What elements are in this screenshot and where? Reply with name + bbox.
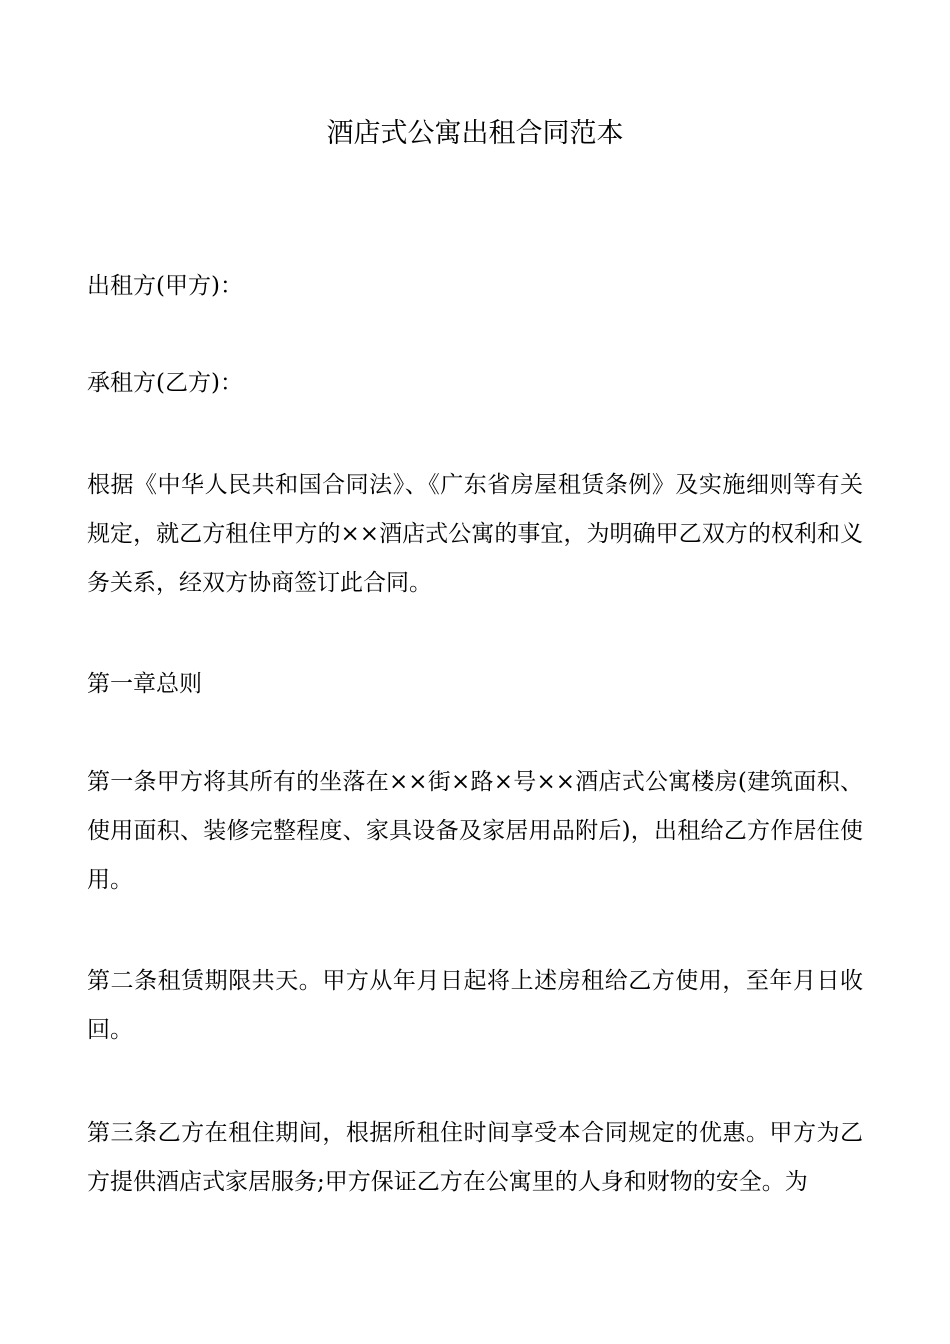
document-title: 酒店式公寓出租合同范本 (326, 118, 624, 149)
chapter-heading: 第一章总则 (87, 671, 202, 697)
article-1-paragraph: 第一条甲方将其所有的坐落在××街×路×号××酒店式公寓楼房(建筑面积、使用面积、装修完整程度、家具设备及家居用品附后)，出租给乙方作居住使用。 (87, 769, 863, 893)
article-2-paragraph: 第二条租赁期限共天。甲方从年月日起将上述房租给乙方使用，至年月日收回。 (87, 968, 863, 1043)
article-3-paragraph: 第三条乙方在租住期间，根据所租住时间享受本合同规定的优惠。甲方为乙方提供酒店式家居服务;甲方保证乙方在公寓里的人身和财物的安全。为 (87, 1120, 863, 1195)
lessor-line: 出租方(甲方)： (87, 273, 243, 299)
preamble-paragraph: 根据《中华人民共和国合同法》、《广东省房屋租赁条例》及实施细则等有关规定，就乙方租住甲方的××酒店式公寓的事宜，为明确甲乙双方的权利和义务关系，经双方协商签订此合同。 (87, 472, 863, 596)
lessee-line: 承租方(乙方)： (87, 370, 243, 396)
